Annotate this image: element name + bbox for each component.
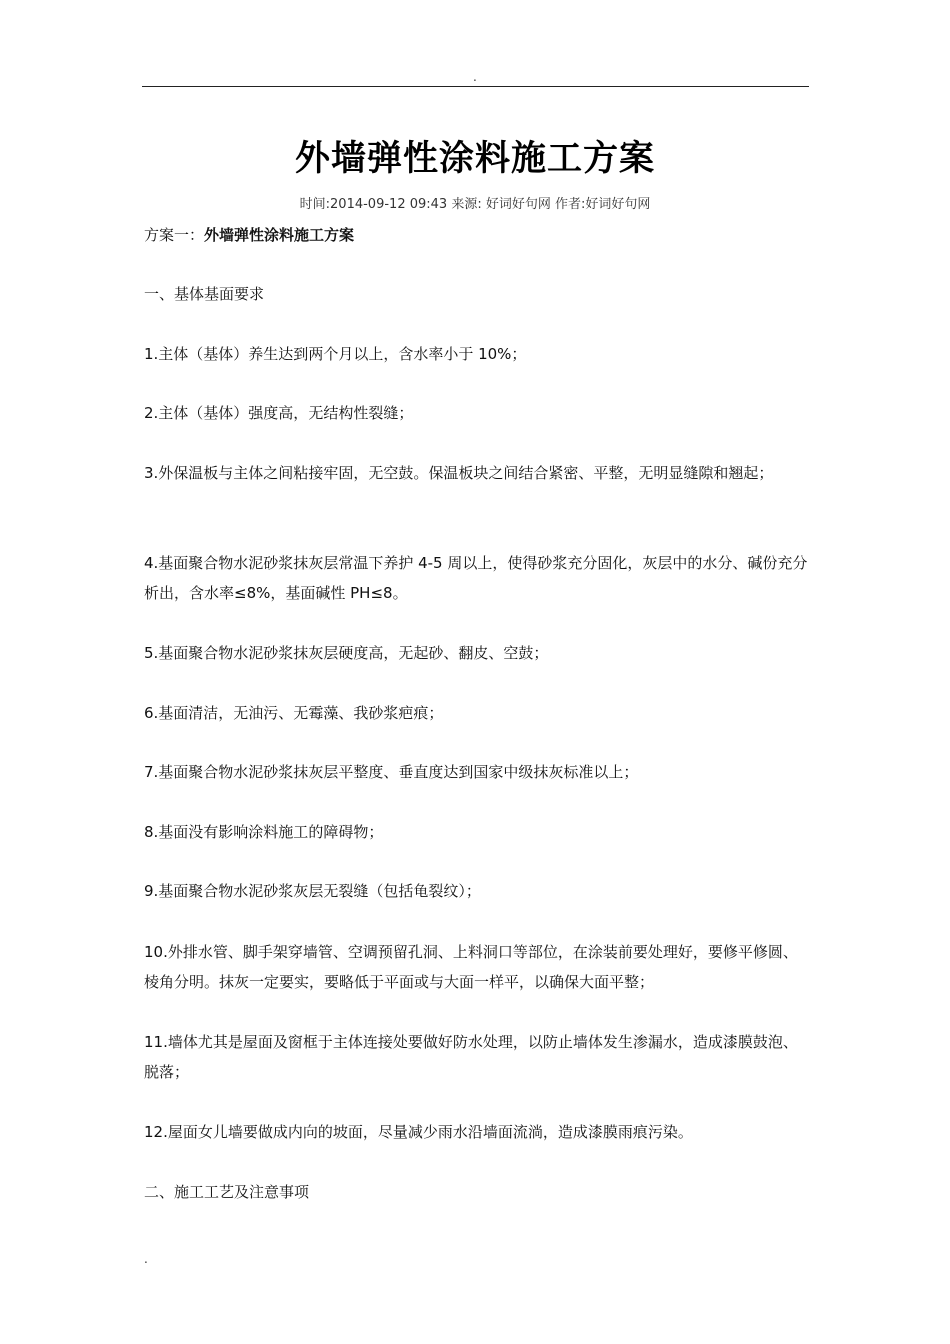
section-heading-1: 一、基体基面要求 [144, 285, 265, 303]
document-title: 外墙弹性涂料施工方案 [294, 139, 655, 180]
requirement-item-11: 11.墙体尤其是屋面及窗框于主体连接处要做好防水处理，以防止墙体发生渗漏水，造成漆膜鼓泡、脱落； [144, 1033, 798, 1081]
requirement-item-3: 3.外保温板与主体之间粘接牢固，无空鼓。保温板块之间结合紧密、平整，无明显缝隙和翘起； [144, 464, 774, 482]
requirement-item-8: 8.基面没有影响涂料施工的障碍物； [144, 823, 384, 841]
requirement-item-9: 9.基面聚合物水泥砂浆灰层无裂缝（包括龟裂纹）； [144, 882, 481, 900]
requirement-item-4: 4.基面聚合物水泥砂浆抹灰层常温下养护 4-5 周以上，使得砂浆充分固化，灰层中的水分、碱份充分析出，含水率≤8%，基面碱性 PH≤8。 [144, 554, 808, 602]
scheme-name: 外墙弹性涂料施工方案 [204, 226, 355, 244]
header-rule [142, 86, 809, 87]
scheme-heading [144, 224, 354, 246]
requirement-item-1: 1.主体（基体）养生达到两个月以上，含水率小于 10%； [144, 345, 527, 363]
footer-dot: . [144, 1252, 148, 1266]
requirement-item-7: 7.基面聚合物水泥砂浆抹灰层平整度、垂直度达到国家中级抹灰标准以上； [144, 763, 639, 781]
document-meta: 时间:2014-09-12 09:43 来源: 好词好句网 作者:好词好句网 [299, 197, 651, 212]
requirement-item-2: 2.主体（基体）强度高，无结构性裂缝； [144, 404, 414, 422]
scheme-prefix: 方案一： [144, 226, 205, 244]
requirement-item-12: 12.屋面女儿墙要做成内向的坡面，尽量减少雨水沿墙面流淌，造成漆膜雨痕污染。 [144, 1123, 693, 1141]
requirement-item-5: 5.基面聚合物水泥砂浆抹灰层硬度高，无起砂、翻皮、空鼓； [144, 644, 549, 662]
requirement-item-10: 10.外排水管、脚手架穿墙管、空调预留孔洞、上料洞口等部位，在涂装前要处理好，要修平修圆、棱角分明。抹灰一定要实，要略低于平面或与大面一样平，以确保大面平整； [144, 943, 798, 991]
section-heading-2: 二、施工工艺及注意事项 [144, 1183, 310, 1201]
requirement-item-6: 6.基面清洁，无油污、无霉藻、我砂浆疤痕； [144, 704, 444, 722]
header-dot: . [473, 70, 477, 84]
